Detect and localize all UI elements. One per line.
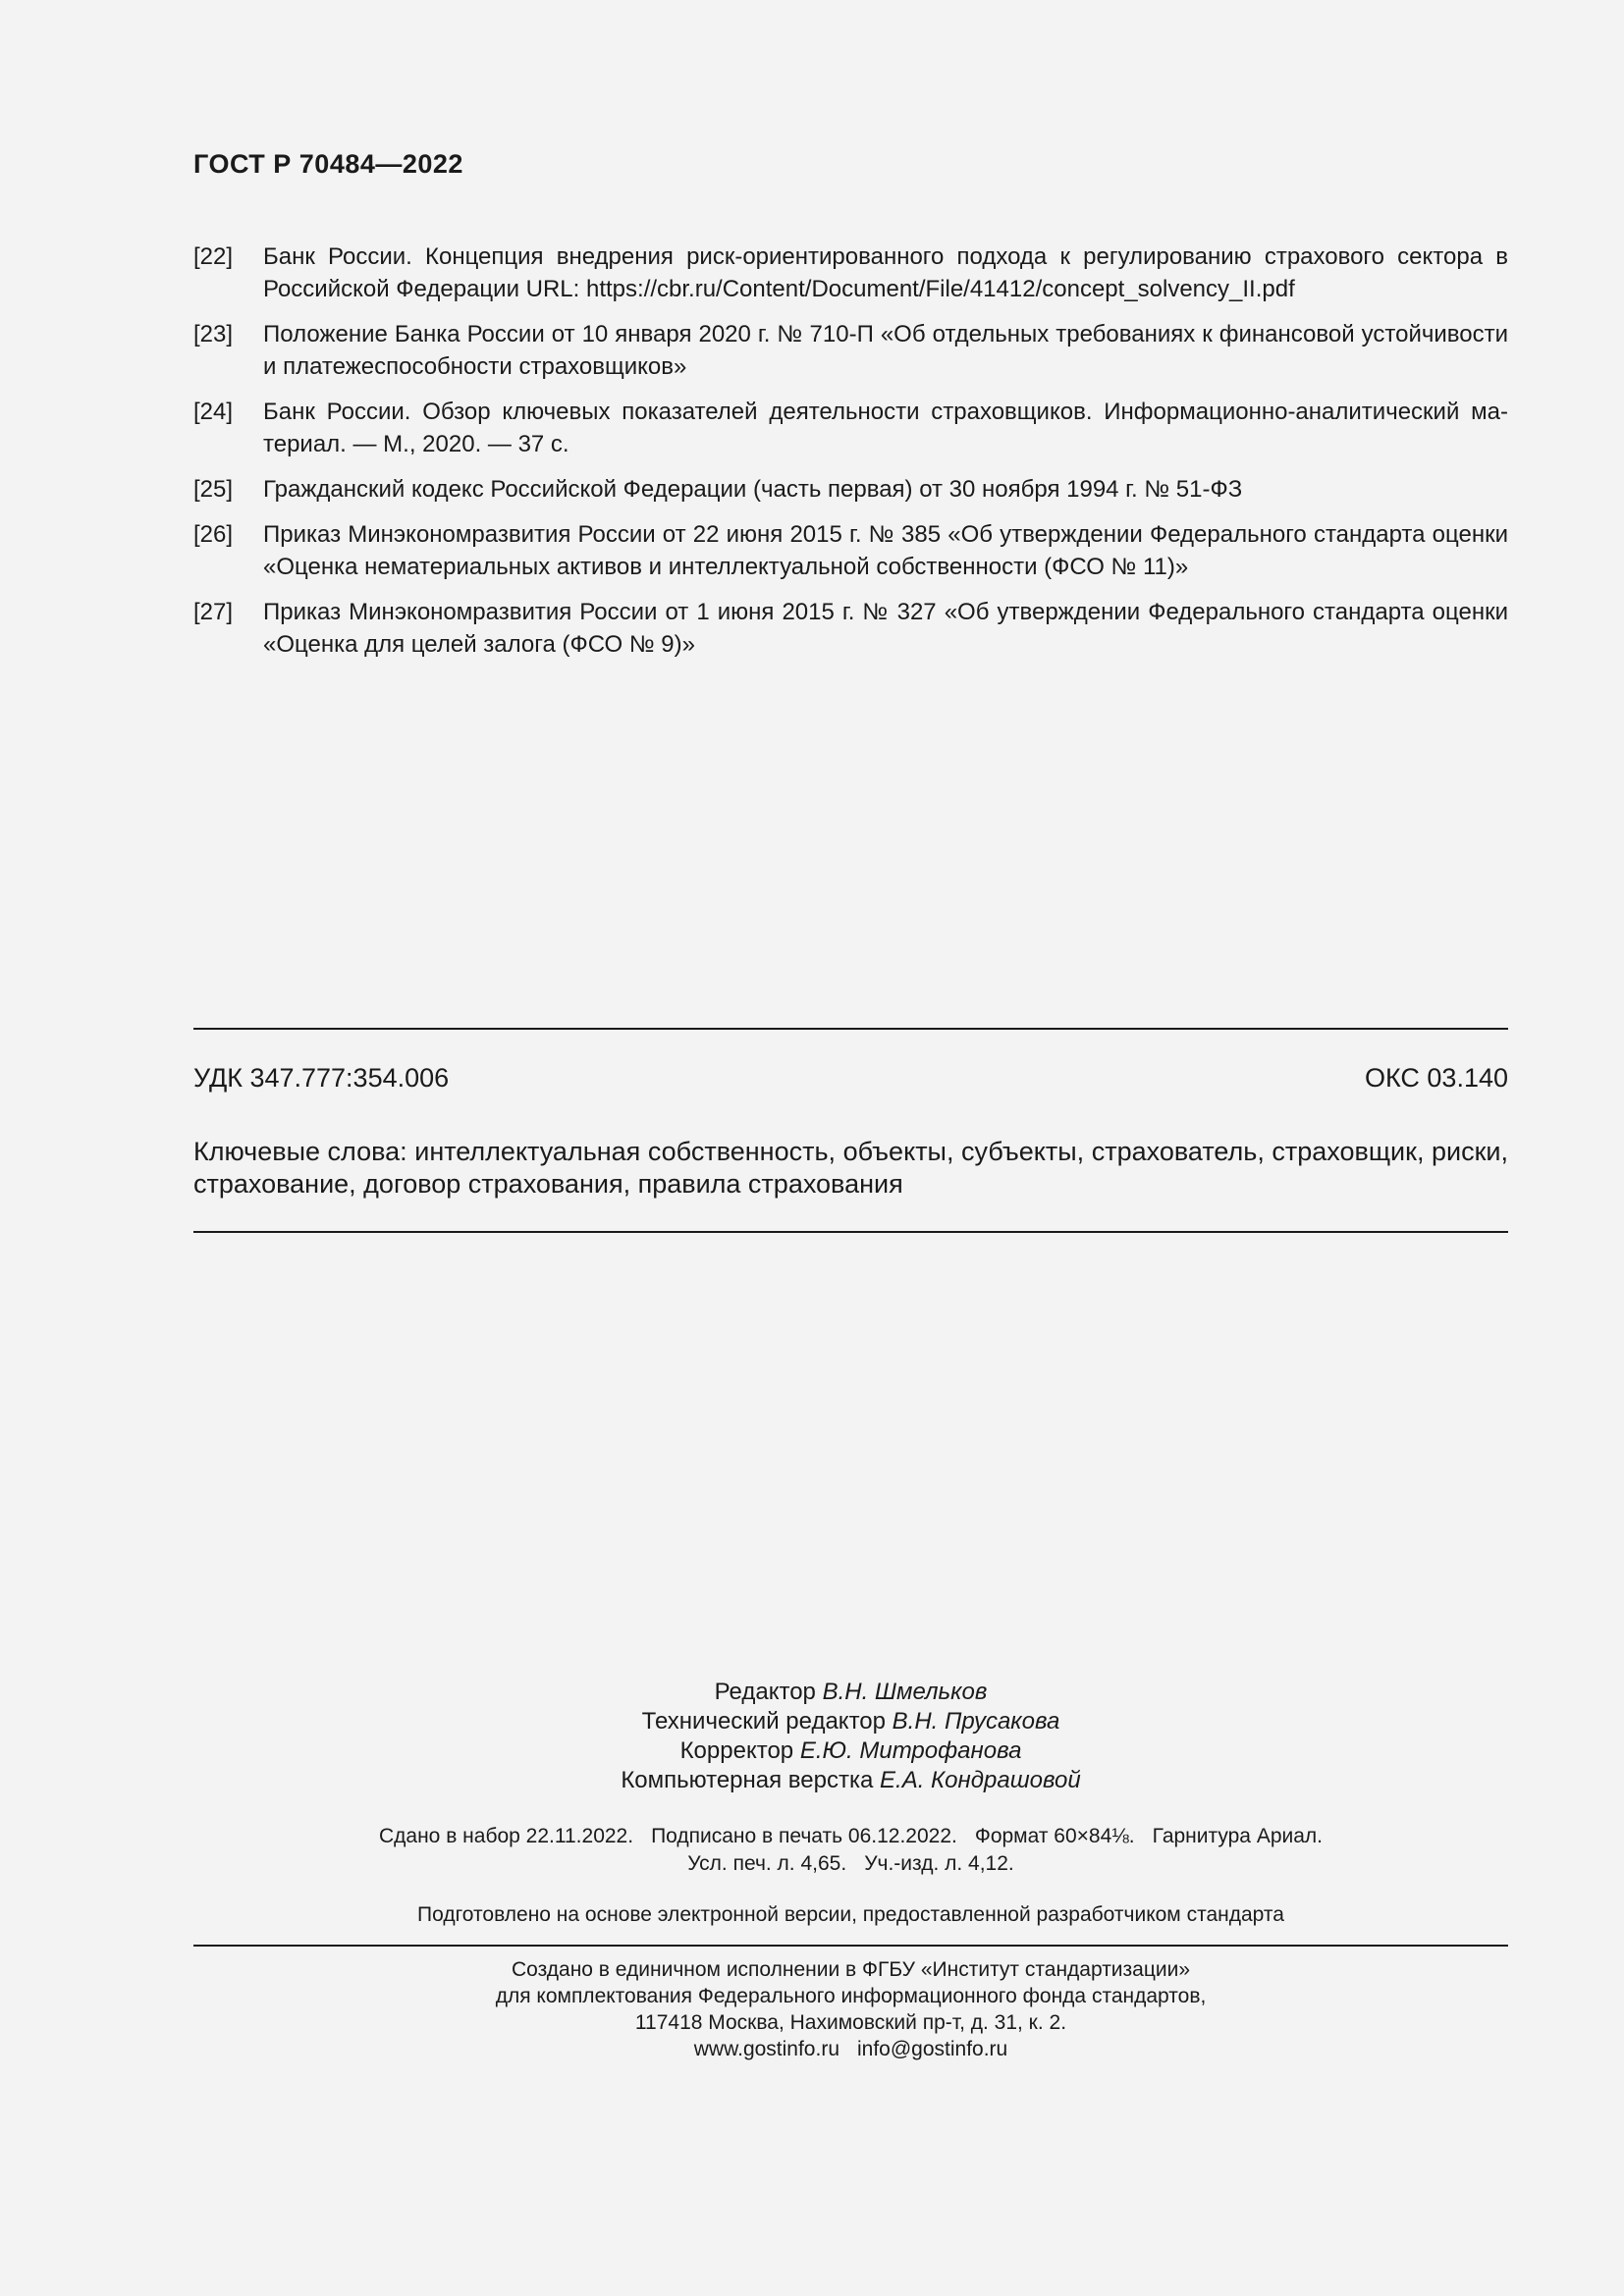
- print-info-line-1: [193, 1823, 1508, 1850]
- publishing-sheets: Уч.-изд. л. 4,12.: [864, 1852, 1014, 1875]
- typeface: Гарнитура Ариал.: [1152, 1825, 1323, 1847]
- credit-person: В.Н. Прусакова: [892, 1708, 1060, 1735]
- reference-number: [23]: [193, 321, 234, 347]
- bibliography-item: [193, 518, 1508, 583]
- page-header-standard-code: ГОСТ Р 70484—2022: [193, 149, 463, 179]
- credit-label: Компьютерная верстка: [621, 1767, 874, 1793]
- credit-label: Редактор: [714, 1679, 816, 1705]
- reference-text: Положение Банка России от 10 января 2020 г. № 710-П «Об отдельных требованиях к финансовой устойчивости и платежеспособности страховщиков»: [263, 321, 1508, 380]
- reference-number: [26]: [193, 521, 234, 548]
- reference-number: [27]: [193, 599, 234, 625]
- publisher-line: Создано в единичном исполнении в ФГБУ «Институт стандартизации»: [511, 1958, 1191, 1981]
- publisher-line: для комплектования Федерального информационного фонда стандартов,: [495, 1985, 1207, 2007]
- prepared-note: Подготовлено на основе электронной версии, предоставленной разработчиком стандарта: [417, 1903, 1284, 1926]
- reference-text: Приказ Минэкономразвития России от 22 июня 2015 г. № 385 «Об утверждении Федерального стандарта оценки «Оценка нематериальных активов и интеллектуальной собственности (ФСО № 11)»: [263, 521, 1508, 580]
- reference-text: Банк России. Концепция внедрения риск-ориентированного подхода к регулированию страхового сектора в Российской Федерации URL: https://cbr.ru/Content/Document/File/41412/concept_solvency_II.pdf: [263, 243, 1508, 302]
- credit-label: Корректор: [679, 1737, 794, 1764]
- credit-person: Е.А. Кондрашовой: [880, 1767, 1081, 1793]
- credit-editor: [193, 1678, 1508, 1707]
- credit-layout: [193, 1766, 1508, 1795]
- submitted-date: Сдано в набор 22.11.2022.: [378, 1825, 634, 1847]
- oks-code: ОКС 03.140: [1364, 1063, 1508, 1093]
- publisher-website: www.gostinfo.ru: [693, 2038, 839, 2060]
- section-divider-bottom: [193, 1945, 1508, 1947]
- keywords-paragraph: Ключевые слова: интеллектуальная собственность, объекты, субъекты, страхователь, страховщик, риски, страхование, договор страхования, правила страхования: [193, 1137, 1508, 1199]
- reference-number: [25]: [193, 476, 234, 503]
- reference-number: [22]: [193, 243, 234, 270]
- credit-technical-editor: [193, 1707, 1508, 1736]
- bibliography-item: [193, 240, 1508, 305]
- reference-text: Гражданский кодекс Российской Федерации (часть первая) от 30 ноября 1994 г. № 51-ФЗ: [263, 476, 1243, 503]
- bibliography-item: [193, 396, 1508, 460]
- bibliography-item: [193, 596, 1508, 661]
- udk-code: УДК 347.777:354.006: [193, 1063, 450, 1093]
- publisher-contacts: [193, 2036, 1508, 2062]
- signed-date: Подписано в печать 06.12.2022.: [651, 1825, 957, 1847]
- reference-text: Приказ Минэкономразвития России от 1 июня 2015 г. № 327 «Об утверждении Федерального стандарта оценки «Оценка для целей залога (ФСО № 9)»: [263, 599, 1508, 658]
- section-divider-middle: [193, 1231, 1508, 1233]
- publisher-address: 117418 Москва, Нахимовский пр-т, д. 31, к. 2.: [634, 2011, 1067, 2034]
- bibliography-item: [193, 473, 1508, 506]
- editorial-credits: [193, 1678, 1508, 1795]
- print-info-line-2: [193, 1850, 1508, 1878]
- print-sheets: Усл. печ. л. 4,65.: [687, 1852, 847, 1875]
- bibliography-item: [193, 318, 1508, 383]
- credit-corrector: [193, 1736, 1508, 1766]
- publisher-info: [193, 1956, 1508, 2062]
- credit-person: Е.Ю. Митрофанова: [799, 1737, 1022, 1764]
- credit-label: Технический редактор: [641, 1708, 886, 1735]
- section-divider-top: [193, 1028, 1508, 1030]
- paper-format: Формат 60×84⅛.: [974, 1825, 1135, 1847]
- reference-number: [24]: [193, 399, 234, 425]
- publisher-email: info@gostinfo.ru: [857, 2038, 1008, 2060]
- credit-person: В.Н. Шмельков: [822, 1679, 988, 1705]
- reference-text: Банк России. Обзор ключевых показателей деятельности страховщиков. Информационно-аналитический материал. — М., 2020. — 37 с.: [263, 399, 1508, 457]
- print-information: [193, 1823, 1508, 1878]
- bibliography-list: [193, 240, 1508, 673]
